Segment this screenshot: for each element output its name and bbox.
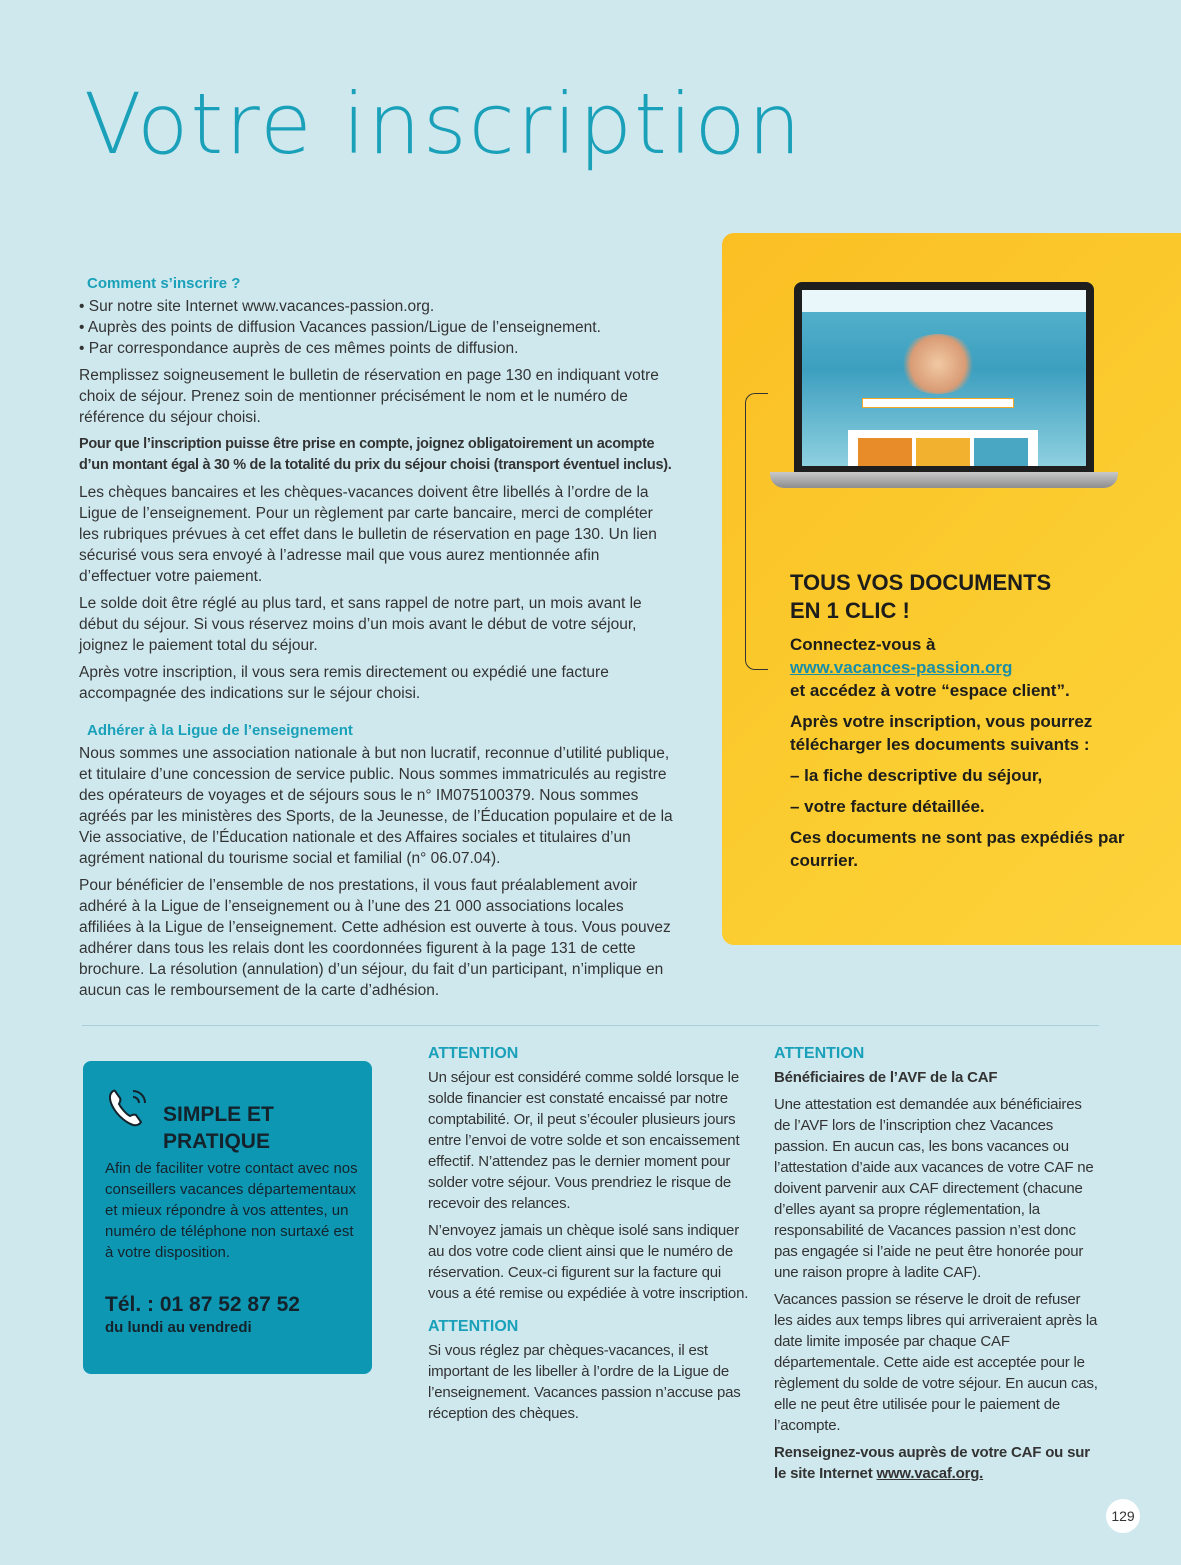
online-documents-text xyxy=(790,569,1130,880)
mail-note: Ces documents ne sont pas expédiés par courrier. xyxy=(790,828,1125,870)
document-item: – votre facture détaillée. xyxy=(790,797,985,816)
caf-info xyxy=(774,1442,1100,1484)
paragraph: Remplissez soigneusement le bulletin de réservation en page 130 en indiquant votre choix de séjour. Prenez soin de mentionner précisément le nom et le numéro de référence du séjour choisi. xyxy=(79,367,659,426)
attention-column-right xyxy=(774,1045,1100,1490)
website-header xyxy=(802,290,1086,312)
page-title: Votre inscription xyxy=(84,75,803,173)
paragraph: Nous sommes une association nationale à but non lucratif, reconnue d’utilité publique, et titulaire d’une concession de service public. Nous sommes immatriculés au registre des opérateurs de voyages et de séjours sous le n° IM075100379. Nous sommes agréés par les ministères des Sports, de la Jeunesse, de l’Éducation populaire et de la Vie associative, de l’Éducation nationale et des Affaires sociales et titulaires d’un agrément national du tourisme social et familial (n° 06.07.04). xyxy=(79,745,673,867)
contact-heading-line1: SIMPLE ET xyxy=(163,1103,274,1126)
promo-heading-line2: EN 1 CLIC ! xyxy=(790,598,910,623)
promo-heading-line1: TOUS VOS DOCUMENTS xyxy=(790,570,1052,595)
paragraph: Après votre inscription, il vous sera remis directement ou expédié une facture accompagnée des indications sur le séjour choisi. xyxy=(79,664,609,702)
after-registration-text: Après votre inscription, vous pourrez télécharger les documents suivants : xyxy=(790,712,1093,754)
registration-section xyxy=(79,275,675,1007)
website-link[interactable]: www.vacances-passion.org xyxy=(790,658,1013,677)
page-number: 129 xyxy=(1106,1499,1140,1533)
laptop-illustration xyxy=(770,282,1118,502)
paragraph: Pour bénéficier de l’ensemble de nos prestations, il vous faut préalablement avoir adhéré à la Ligue de l’enseignement ou à l’une des 21 000 associations locales affiliées à la Ligue de l’enseignement. Cette adhésion est ouverte à tous. Vous pouvez adhérer dans tous les relais dont les coordonnées figurent à la page 131 de cette brochure. La résolution (annulation) d’un séjour, du fait d’un participant, n’implique en aucun cas le remboursement de la carte d’adhésion. xyxy=(79,877,671,999)
website-card xyxy=(974,438,1028,466)
attention-label: ATTENTION xyxy=(774,1045,865,1062)
website-card xyxy=(916,438,970,466)
laptop-screen xyxy=(794,282,1094,472)
contact-heading xyxy=(163,1101,274,1155)
list-item: • Auprès des points de diffusion Vacances passion/Ligue de l’enseignement. xyxy=(79,317,675,338)
join-ligue-heading: Adhérer à la Ligue de l’enseignement xyxy=(87,722,353,739)
caf-info-text: Renseignez-vous auprès de votre CAF ou sur le site Internet xyxy=(774,1444,1090,1482)
website-screenshot xyxy=(802,290,1086,466)
website-cards xyxy=(848,430,1038,466)
paragraph: Le solde doit être réglé au plus tard, et sans rappel de notre part, un mois avant le début du séjour. Si vous réservez moins d’un mois avant le début de votre séjour, joignez le paiement total du séjour. xyxy=(79,595,642,654)
list-item: • Par correspondance auprès de ces mêmes points de diffusion. xyxy=(79,338,675,359)
opening-days: du lundi au vendredi xyxy=(105,1319,252,1336)
caf-subheading: Bénéficiaires de l’AVF de la CAF xyxy=(774,1069,998,1086)
document-item: – la fiche descriptive du séjour, xyxy=(790,766,1043,785)
contact-text: Afin de faciliter votre contact avec nos conseillers vacances départementaux et mieux répondre à vos attentes, un numéro de téléphone non surtaxé est à votre disposition. xyxy=(105,1160,358,1261)
contact-box xyxy=(83,1061,372,1374)
list-item: • Sur notre site Internet www.vacances-passion.org. xyxy=(79,296,675,317)
attention-column-middle xyxy=(428,1045,754,1430)
attention-label: ATTENTION xyxy=(428,1318,519,1335)
connect-label: Connectez-vous à xyxy=(790,635,936,654)
swimmer-image xyxy=(898,334,978,394)
paragraph: Si vous réglez par chèques-vacances, il est important de les libeller à l’ordre de la Ligue de l’enseignement. Vacances passion n’accuse pas réception des chèques. xyxy=(428,1342,741,1422)
paragraph: Une attestation est demandée aux bénéficiaires de l’AVF lors de l’inscription chez Vacances passion. En aucun cas, les bons vacances ou l’attestation d’aide aux vacances de votre CAF ne doivent parvenir aux CAF directement (chacune d’elles ayant sa propre réglementation, la responsabilité de Vacances passion n’est donc pas engagée si l’aide ne peut être honorée pour une raison propre à ladite CAF). xyxy=(774,1096,1094,1281)
deposit-notice: Pour que l’inscription puisse être prise en compte, joignez obligatoirement un acompte d’un montant égal à 30 % de la totalité du prix du séjour choisi (transport éventuel inclus). xyxy=(79,436,672,473)
registration-methods-list xyxy=(79,296,675,359)
paragraph: Les chèques bancaires et les chèques-vacances doivent être libellés à l’ordre de la Ligue de l’enseignement. Pour un règlement par carte bancaire, merci de compléter les rubriques prévues à cet effet dans le bulletin de réservation en page 130. Un lien sécurisé vous sera envoyé à l’adresse mail que vous aurez mentionnée afin d’effectuer votre paiement. xyxy=(79,484,657,585)
access-label: et accédez à votre “espace client”. xyxy=(790,681,1070,700)
section-divider xyxy=(82,1025,1099,1026)
connect-text xyxy=(790,633,1130,702)
contact-heading-line2: PRATIQUE xyxy=(163,1130,270,1153)
website-search-bar xyxy=(862,398,1014,408)
paragraph: Un séjour est considéré comme soldé lorsque le solde financier est constaté encaissé par notre comptabilité. Or, il peut s’écouler plusieurs jours entre l’envoi de votre solde et son encaissement effectif. N’attendez pas le dernier moment pour solder votre séjour. Vous prendriez le risque de recevoir des relances. xyxy=(428,1069,740,1212)
website-card xyxy=(858,438,912,466)
laptop-base xyxy=(770,472,1118,488)
paragraph: Vacances passion se réserve le droit de refuser les aides aux temps libres qui arriveraient après la date limite imposée par chaque CAF départementale. Cette aide est acceptée pour le règlement du solde de votre séjour. En aucun cas, elle ne peut être utilisée pour le paiement de l’acompte. xyxy=(774,1291,1098,1434)
promo-heading xyxy=(790,569,1130,625)
paragraph: N’envoyez jamais un chèque isolé sans indiquer au dos votre code client ainsi que le numéro de réservation. Ceux-ci figurent sur la facture qui vous a été remise ou expédiée à votre inscription. xyxy=(428,1222,749,1302)
vacaf-link[interactable]: www.vacaf.org. xyxy=(876,1465,984,1482)
phone-number: Tél. : 01 87 52 87 52 xyxy=(105,1293,300,1316)
how-to-register-heading: Comment s’inscrire ? xyxy=(87,275,241,292)
attention-label: ATTENTION xyxy=(428,1045,519,1062)
connector-line xyxy=(745,393,768,670)
phone-icon xyxy=(103,1083,153,1133)
